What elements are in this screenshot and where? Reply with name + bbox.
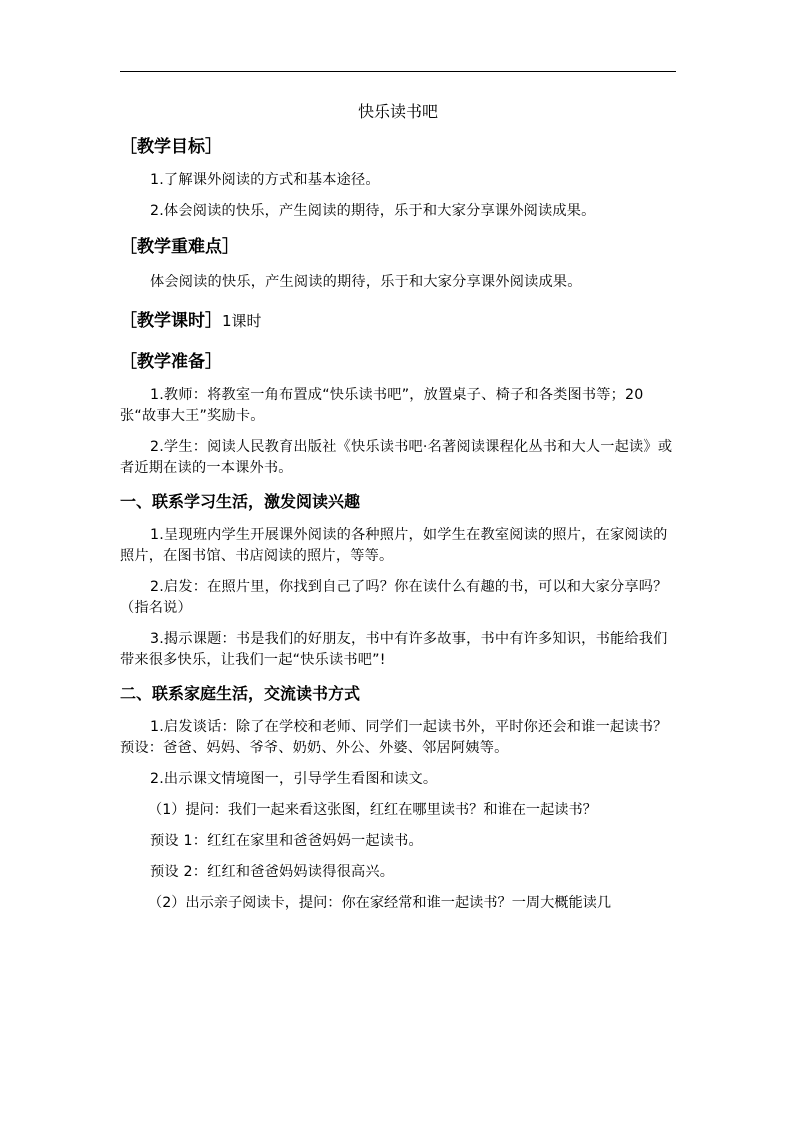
part1-item-3: 3.揭示课题：书是我们的好朋友，书中有许多故事，书中有许多知识，书能给我们带来很多快乐，让我们一起“快乐读书吧”!: [120, 631, 668, 668]
part1-item-1: 1.呈现班内学生开展课外阅读的各种照片，如学生在教室阅读的照片，在家阅读的照片，在图书馆、书店阅读的照片，等等。: [120, 527, 668, 564]
goals-heading: ［教学目标］: [120, 137, 222, 157]
document-body: [120, 100, 676, 914]
part1-item-2: 2.启发：在照片里，你找到自己了吗？你在读什么有趣的书，可以和大家分享吗？（指名说）: [120, 579, 668, 616]
header-rule: [120, 71, 676, 72]
goals-item-2: 2.体会阅读的快乐，产生阅读的期待，乐于和大家分享课外阅读成果。: [150, 203, 596, 219]
part2-sub-item-4: （2）出示亲子阅读卡，提问：你在家经常和谁一起读书？一周大概能读几: [148, 895, 612, 911]
key-points-text: 体会阅读的快乐，产生阅读的期待，乐于和大家分享课外阅读成果。: [150, 274, 582, 290]
lesson-time-value: 1课时: [222, 312, 262, 330]
page-title: 快乐读书吧: [357, 102, 438, 121]
lesson-time-heading: [120, 308, 676, 334]
part1-heading: 一、联系学习生活，激发阅读兴趣: [120, 492, 361, 511]
part2-heading: 二、联系家庭生活，交流读书方式: [120, 684, 361, 703]
part2-sub-item-1: （1）提问：我们一起来看这张图，红红在哪里读书？和谁在一起读书？: [148, 802, 597, 818]
lesson-time-label: ［教学课时］: [120, 311, 222, 331]
key-points-heading: ［教学重难点］: [120, 237, 239, 257]
part2-sub-item-3: 预设 2：红红和爸爸妈妈读得很高兴。: [150, 864, 395, 880]
part2-item-2: 2.出示课文情境图一，引导学生看图和读文。: [150, 771, 438, 787]
preparation-item-2: 2.学生：阅读人民教育出版社《快乐读书吧·名著阅读课程化丛书和大人一起读》或者近期在读的一本课外书。: [120, 439, 673, 476]
preparation-heading: ［教学准备］: [120, 352, 222, 372]
part2-item-1: 1.启发谈话：除了在学校和老师、同学们一起读书外，平时你还会和谁一起读书？预设：爸爸、妈妈、爷爷、奶奶、外公、外婆、邻居阿姨等。: [120, 719, 668, 756]
preparation-item-1: 1.教师：将教室一角布置成“快乐读书吧”，放置桌子、椅子和各类图书等；20张“故事大王”奖励卡。: [120, 387, 644, 424]
goals-item-1: 1.了解课外阅读的方式和基本途径。: [150, 172, 380, 188]
part2-sub-item-2: 预设 1：红红在家里和爸爸妈妈一起读书。: [150, 833, 423, 849]
